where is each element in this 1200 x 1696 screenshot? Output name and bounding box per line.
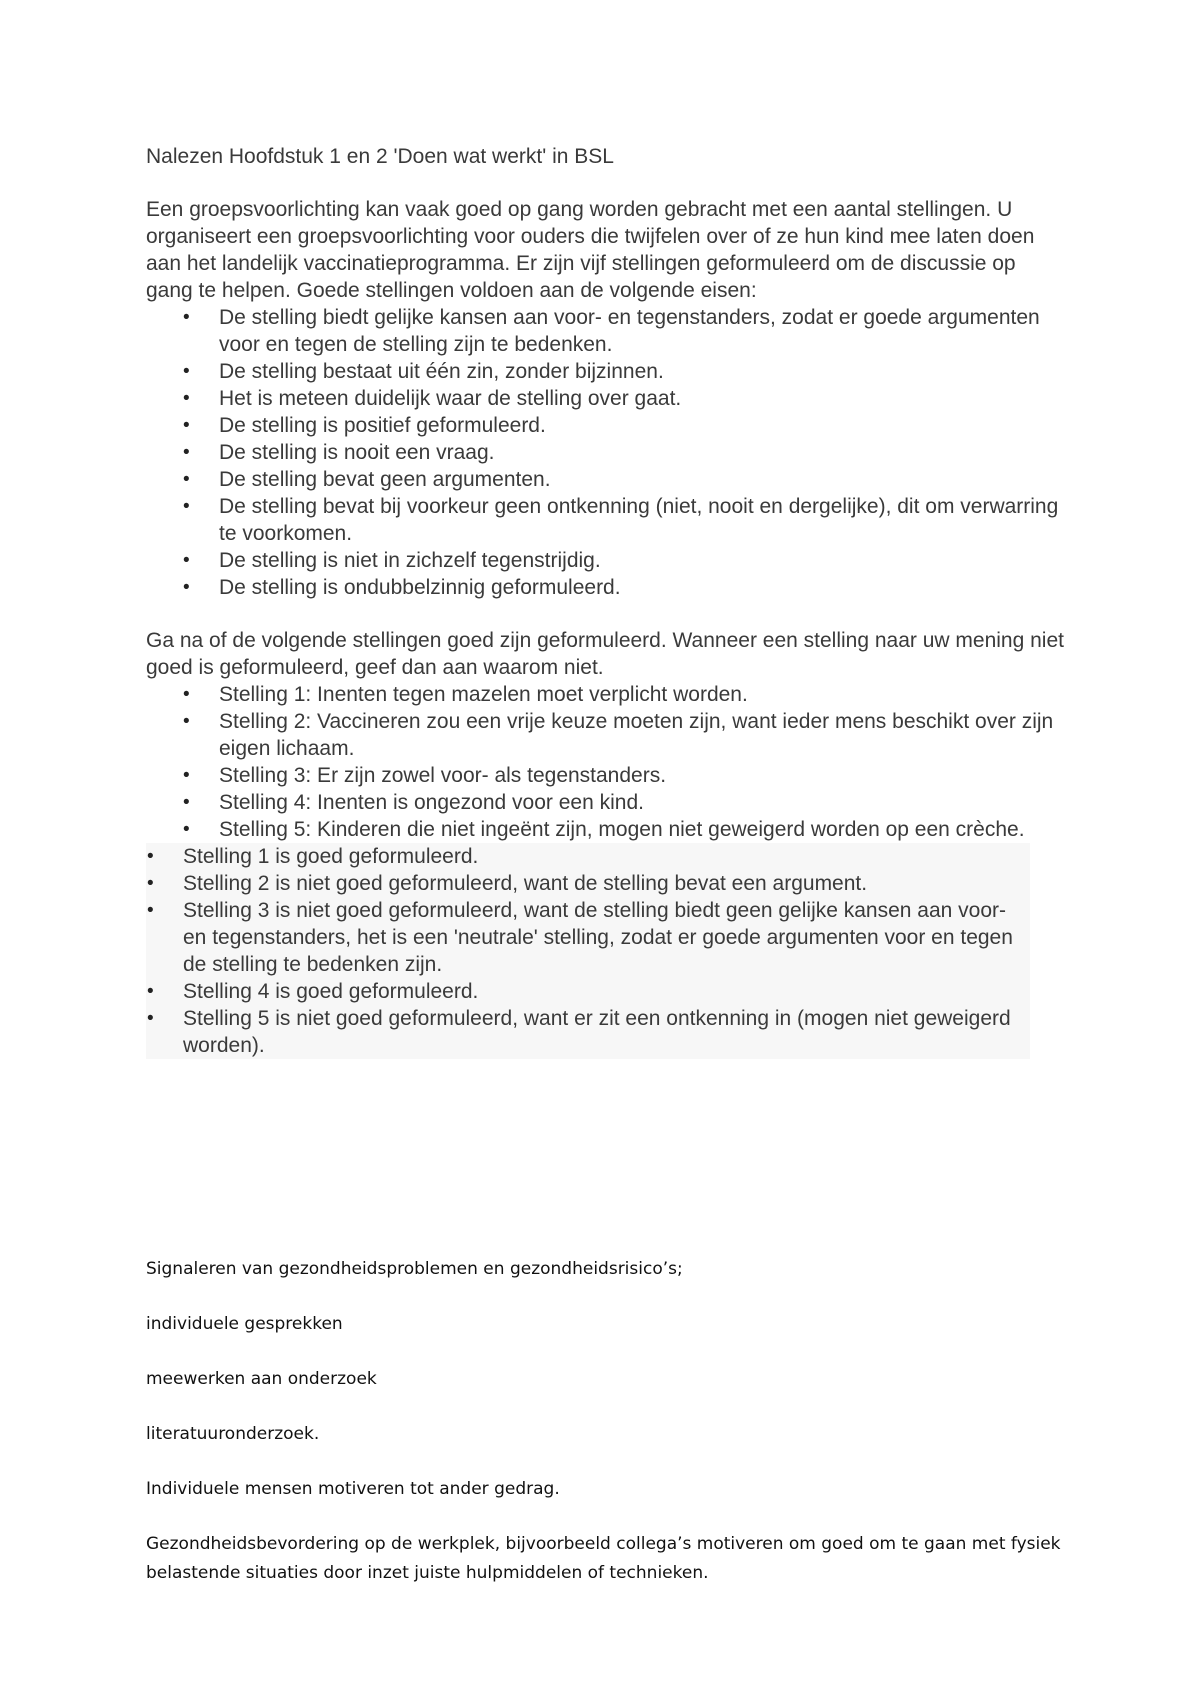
requirements-list: [146, 304, 1066, 601]
list-item: • De stelling bevat bij voorkeur geen ontkenning (niet, nooit en dergelijke), dit om verwarring te voorkomen.: [183, 495, 1059, 545]
list-item: • Stelling 1 is goed geformuleerd.: [147, 845, 479, 868]
bullet-icon: •: [147, 846, 154, 867]
list-item: • De stelling biedt gelijke kansen aan voor- en tegenstanders, zodat er goede argumenten voor en tegen de stelling zijn te bedenken.: [183, 306, 1040, 356]
bullet-icon: •: [183, 711, 190, 732]
note-line: Gezondheidsbevordering op de werkplek, bijvoorbeeld collega’s motiveren om goed om te gaan met fysiek belastende situaties door inzet juiste hulpmiddelen of technieken.: [146, 1534, 1061, 1583]
bullet-icon: •: [183, 361, 190, 382]
bullet-icon: •: [183, 388, 190, 409]
list-item: • Stelling 5: Kinderen die niet ingeënt zijn, mogen niet geweigerd worden op een crèche.: [183, 818, 1025, 841]
list-item: • Stelling 5 is niet goed geformuleerd, want er zit een ontkenning in (mogen niet geweigerd worden).: [147, 1007, 1011, 1057]
note-line: Individuele mensen motiveren tot ander gedrag.: [146, 1479, 560, 1499]
bullet-icon: •: [183, 577, 190, 598]
document-body: [146, 143, 1066, 1059]
document-title: Nalezen Hoofdstuk 1 en 2 'Doen wat werkt' in BSL: [146, 145, 614, 168]
notes-section: [146, 1255, 1086, 1614]
list-item: • Het is meteen duidelijk waar de stelling over gaat.: [183, 387, 682, 410]
note-line: Signaleren van gezondheidsproblemen en gezondheidsrisico’s;: [146, 1259, 683, 1279]
bullet-icon: •: [147, 981, 154, 1002]
bullet-icon: •: [183, 415, 190, 436]
bullet-icon: •: [183, 442, 190, 463]
bullet-icon: •: [183, 819, 190, 840]
list-item: • De stelling bestaat uit één zin, zonder bijzinnen.: [183, 360, 664, 383]
list-item: • De stelling bevat geen argumenten.: [183, 468, 551, 491]
list-item: • Stelling 3: Er zijn zowel voor- als tegenstanders.: [183, 764, 667, 787]
bullet-icon: •: [183, 684, 190, 705]
list-item: • De stelling is positief geformuleerd.: [183, 414, 546, 437]
note-line: individuele gesprekken: [146, 1314, 343, 1334]
bullet-icon: •: [147, 1008, 154, 1029]
list-item: • Stelling 2 is niet goed geformuleerd, want de stelling bevat een argument.: [147, 872, 868, 895]
note-line: literatuuronderzoek.: [146, 1424, 320, 1444]
bullet-icon: •: [183, 496, 190, 517]
bullet-icon: •: [183, 765, 190, 786]
intro-paragraph: Een groepsvoorlichting kan vaak goed op gang worden gebracht met een aantal stellingen. U organiseert een groepsvoorlichting voor ouders die twijfelen over of ze hun kind mee laten doen aan het landelijk vaccinatieprogramma. Er zijn vijf stellingen geformuleerd om de discussie op gang te helpen. Goede stellingen voldoen aan de volgende eisen:: [146, 198, 1035, 302]
bullet-icon: •: [183, 469, 190, 490]
bullet-icon: •: [183, 792, 190, 813]
bullet-icon: •: [147, 873, 154, 894]
list-item: • De stelling is ondubbelzinnig geformuleerd.: [183, 576, 621, 599]
list-item: • Stelling 4 is goed geformuleerd.: [147, 980, 479, 1003]
task-paragraph: Ga na of de volgende stellingen goed zijn geformuleerd. Wanneer een stelling naar uw mening niet goed is geformuleerd, geef dan aan waarom niet.: [146, 629, 1064, 679]
bullet-icon: •: [147, 900, 154, 921]
list-item: • De stelling is niet in zichzelf tegenstrijdig.: [183, 549, 601, 572]
note-line: meewerken aan onderzoek: [146, 1369, 377, 1389]
bullet-icon: •: [183, 307, 190, 328]
list-item: • De stelling is nooit een vraag.: [183, 441, 495, 464]
list-item: • Stelling 1: Inenten tegen mazelen moet verplicht worden.: [183, 683, 748, 706]
list-item: • Stelling 2: Vaccineren zou een vrije keuze moeten zijn, want ieder mens beschikt over zijn eigen lichaam.: [183, 710, 1054, 760]
list-item: • Stelling 3 is niet goed geformuleerd, want de stelling biedt geen gelijke kansen aan voor- en tegenstanders, het is een 'neutrale' stelling, zodat er goede argumenten voor en tegen de stelling te bedenken zijn.: [147, 899, 1013, 976]
bullet-icon: •: [183, 550, 190, 571]
list-item: • Stelling 4: Inenten is ongezond voor een kind.: [183, 791, 644, 814]
statements-list: [146, 681, 1066, 843]
answers-list: [146, 843, 1030, 1059]
